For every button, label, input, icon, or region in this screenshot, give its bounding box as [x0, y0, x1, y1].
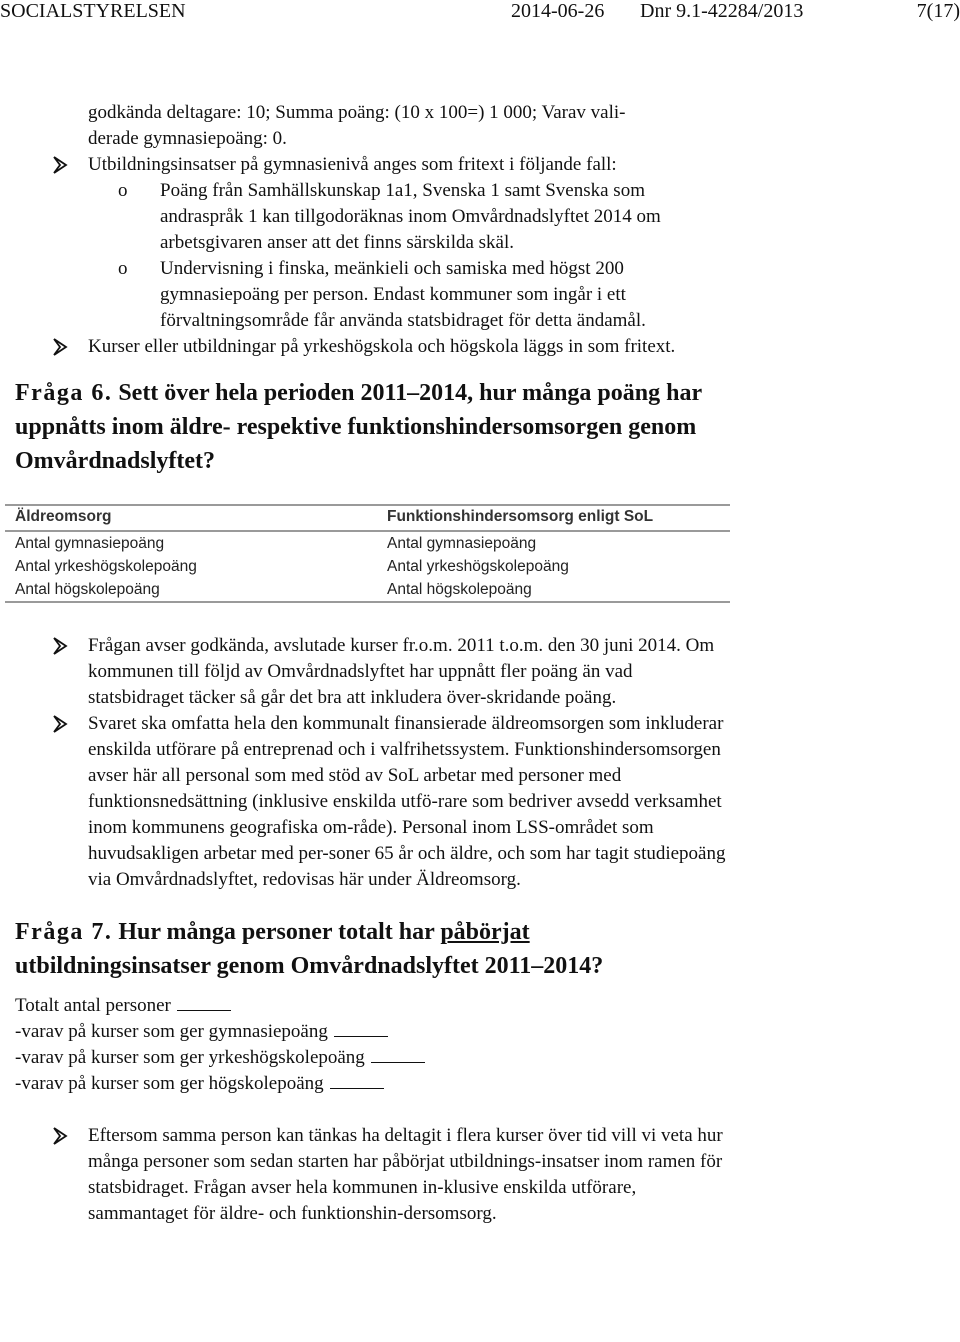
- points-table: [5, 504, 730, 603]
- field-gymnasiepoang: [15, 1019, 960, 1045]
- header-organization: SOCIALSTYRELSEN: [0, 0, 186, 22]
- header-page-number: 7(17): [916, 0, 960, 22]
- table-row: [5, 578, 730, 602]
- arrow-bullet-icon: [52, 637, 68, 655]
- table-header-row: [5, 505, 730, 531]
- table-row: [5, 555, 730, 578]
- bullet-text: Utbildningsinsatser på gymnasienivå anges som fritext i följande fall:: [88, 154, 617, 175]
- table-header-aldreomsorg: Äldreomsorg: [5, 505, 377, 531]
- table-cell[interactable]: Antal gymnasiepoäng: [387, 534, 537, 552]
- sub-bullet-marker: o: [118, 258, 128, 279]
- arrow-bullet-icon: [52, 715, 68, 733]
- sub-bullet-marker: o: [118, 180, 128, 201]
- question-emphasis: påbörjat: [440, 919, 530, 945]
- question-text: Hur många personer totalt har: [118, 919, 435, 945]
- bullet-text: Frågan avser godkända, avslutade kurser fr.o.m. 2011 t.o.m. den 30 juni 2014. Om kommunen till följd av Omvårdnadslyftet har uppnått fler poäng än vad statsbidraget täcker så går det bra att inkludera över-skridande poäng.: [88, 635, 715, 708]
- table-header-funktionshinder: Funktionshindersomsorg enligt SoL: [377, 505, 730, 531]
- question-text-cont: utbildningsinsatser genom Omvårdnadslyftet 2011–2014?: [15, 953, 604, 979]
- table-cell[interactable]: Antal gymnasiepoäng: [15, 534, 165, 552]
- field-hogskolepoang: [15, 1071, 960, 1097]
- sub-bullet-undervisning: [118, 256, 726, 334]
- table-cell[interactable]: Antal yrkeshögskolepoäng: [387, 557, 569, 575]
- bullet-fritext-gymnasie: [88, 152, 728, 178]
- field-label: -varav på kurser som ger yrkeshögskolepoäng: [15, 1047, 365, 1068]
- arrow-bullet-icon: [52, 156, 68, 174]
- field-label: -varav på kurser som ger gymnasiepoäng: [15, 1021, 328, 1042]
- page-header: [0, 0, 960, 24]
- table-cell[interactable]: Antal högskolepoäng: [377, 578, 730, 602]
- answer-blank[interactable]: [334, 1020, 388, 1037]
- header-document-number: Dnr 9.1-42284/2013: [640, 0, 804, 22]
- bullet-fragan-avser: [88, 633, 728, 711]
- bullet-text: Kurser eller utbildningar på yrkeshögskola och högskola läggs in som fritext.: [88, 336, 676, 357]
- bullet-text: Svaret ska omfatta hela den kommunalt finansierade äldreomsorgen som inkluderar enskilda utförare på entreprenad och i valfrihetssystem. Funktionshindersomsorgen avser här all personal som med stöd av SoL arbetar med personer med funktionsnedsättning (inklusive enskilda utfö-rare som bedriver avsedd verksamhet inom kommunens geografiska om-råde). Personal inom LSS-området som huvudsakligen arbetar med per-soner 65 år och äldre, och som har tagit studiepoäng via Omvårdnadslyftet, redovisas här under Äldreomsorg.: [88, 713, 726, 890]
- sub-bullet-text: Undervisning i finska, meänkieli och samiska med högst 200 gymnasiepoäng per person. Endast kommuner som ingår i ett förvaltningsområde får använda statsbidraget för detta ändamål.: [160, 258, 646, 331]
- question-label: Fråga 7.: [15, 919, 113, 945]
- answer-fields: [0, 993, 960, 1097]
- field-label: -varav på kurser som ger högskolepoäng: [15, 1073, 324, 1094]
- question-text: Sett över hela perioden 2011–2014, hur många poäng har uppnåtts inom äldre- respektive funktionshindersomsorgen genom Omvårdnadslyftet?: [15, 380, 702, 474]
- table-cell[interactable]: Antal yrkeshögskolepoäng: [15, 557, 197, 575]
- bullet-kurser-fritext: [88, 334, 728, 360]
- header-date: 2014-06-26: [511, 0, 605, 22]
- continued-text-line-2: derade gymnasiepoäng: 0.: [88, 128, 287, 149]
- bullet-text: Eftersom samma person kan tänkas ha deltagit i flera kurser över tid vill vi veta hur många personer som sedan starten har påbörjat utbildnings-insatser inom ramen för statsbidraget. Frågan avser hela kommunen in-klusive enskilda utförare, sammantaget för äldre- och funktionshin-dersomsorg.: [88, 1125, 723, 1224]
- continued-text: [88, 100, 728, 152]
- document-body: [0, 100, 960, 1227]
- field-yrkeshogskolepoang: [15, 1045, 960, 1071]
- arrow-bullet-icon: [52, 338, 68, 356]
- table-row: [5, 531, 730, 555]
- answer-blank[interactable]: [371, 1046, 425, 1063]
- question-6-heading: [15, 376, 715, 478]
- answer-blank[interactable]: [177, 994, 231, 1011]
- continued-text-line-1: godkända deltagare: 10; Summa poäng: (10 x 100=) 1 000; Varav vali-: [88, 102, 626, 123]
- question-7-heading: [15, 915, 715, 983]
- answer-blank[interactable]: [330, 1072, 384, 1089]
- sub-bullet-samhallskunskap: [118, 178, 726, 256]
- table-cell[interactable]: Antal högskolepoäng: [5, 578, 377, 602]
- field-total-persons: [15, 993, 960, 1019]
- field-label: Totalt antal personer: [15, 995, 171, 1016]
- arrow-bullet-icon: [52, 1127, 68, 1145]
- question-label: Fråga 6.: [15, 380, 113, 406]
- bullet-samma-person: [88, 1123, 728, 1227]
- bullet-svaret-omfatta: [88, 711, 728, 893]
- sub-bullet-text: Poäng från Samhällskunskap 1a1, Svenska 1 samt Svenska som andraspråk 1 kan tillgodoräknas inom Omvårdnadslyftet 2014 om arbetsgivaren anser att det finns särskilda skäl.: [160, 180, 661, 253]
